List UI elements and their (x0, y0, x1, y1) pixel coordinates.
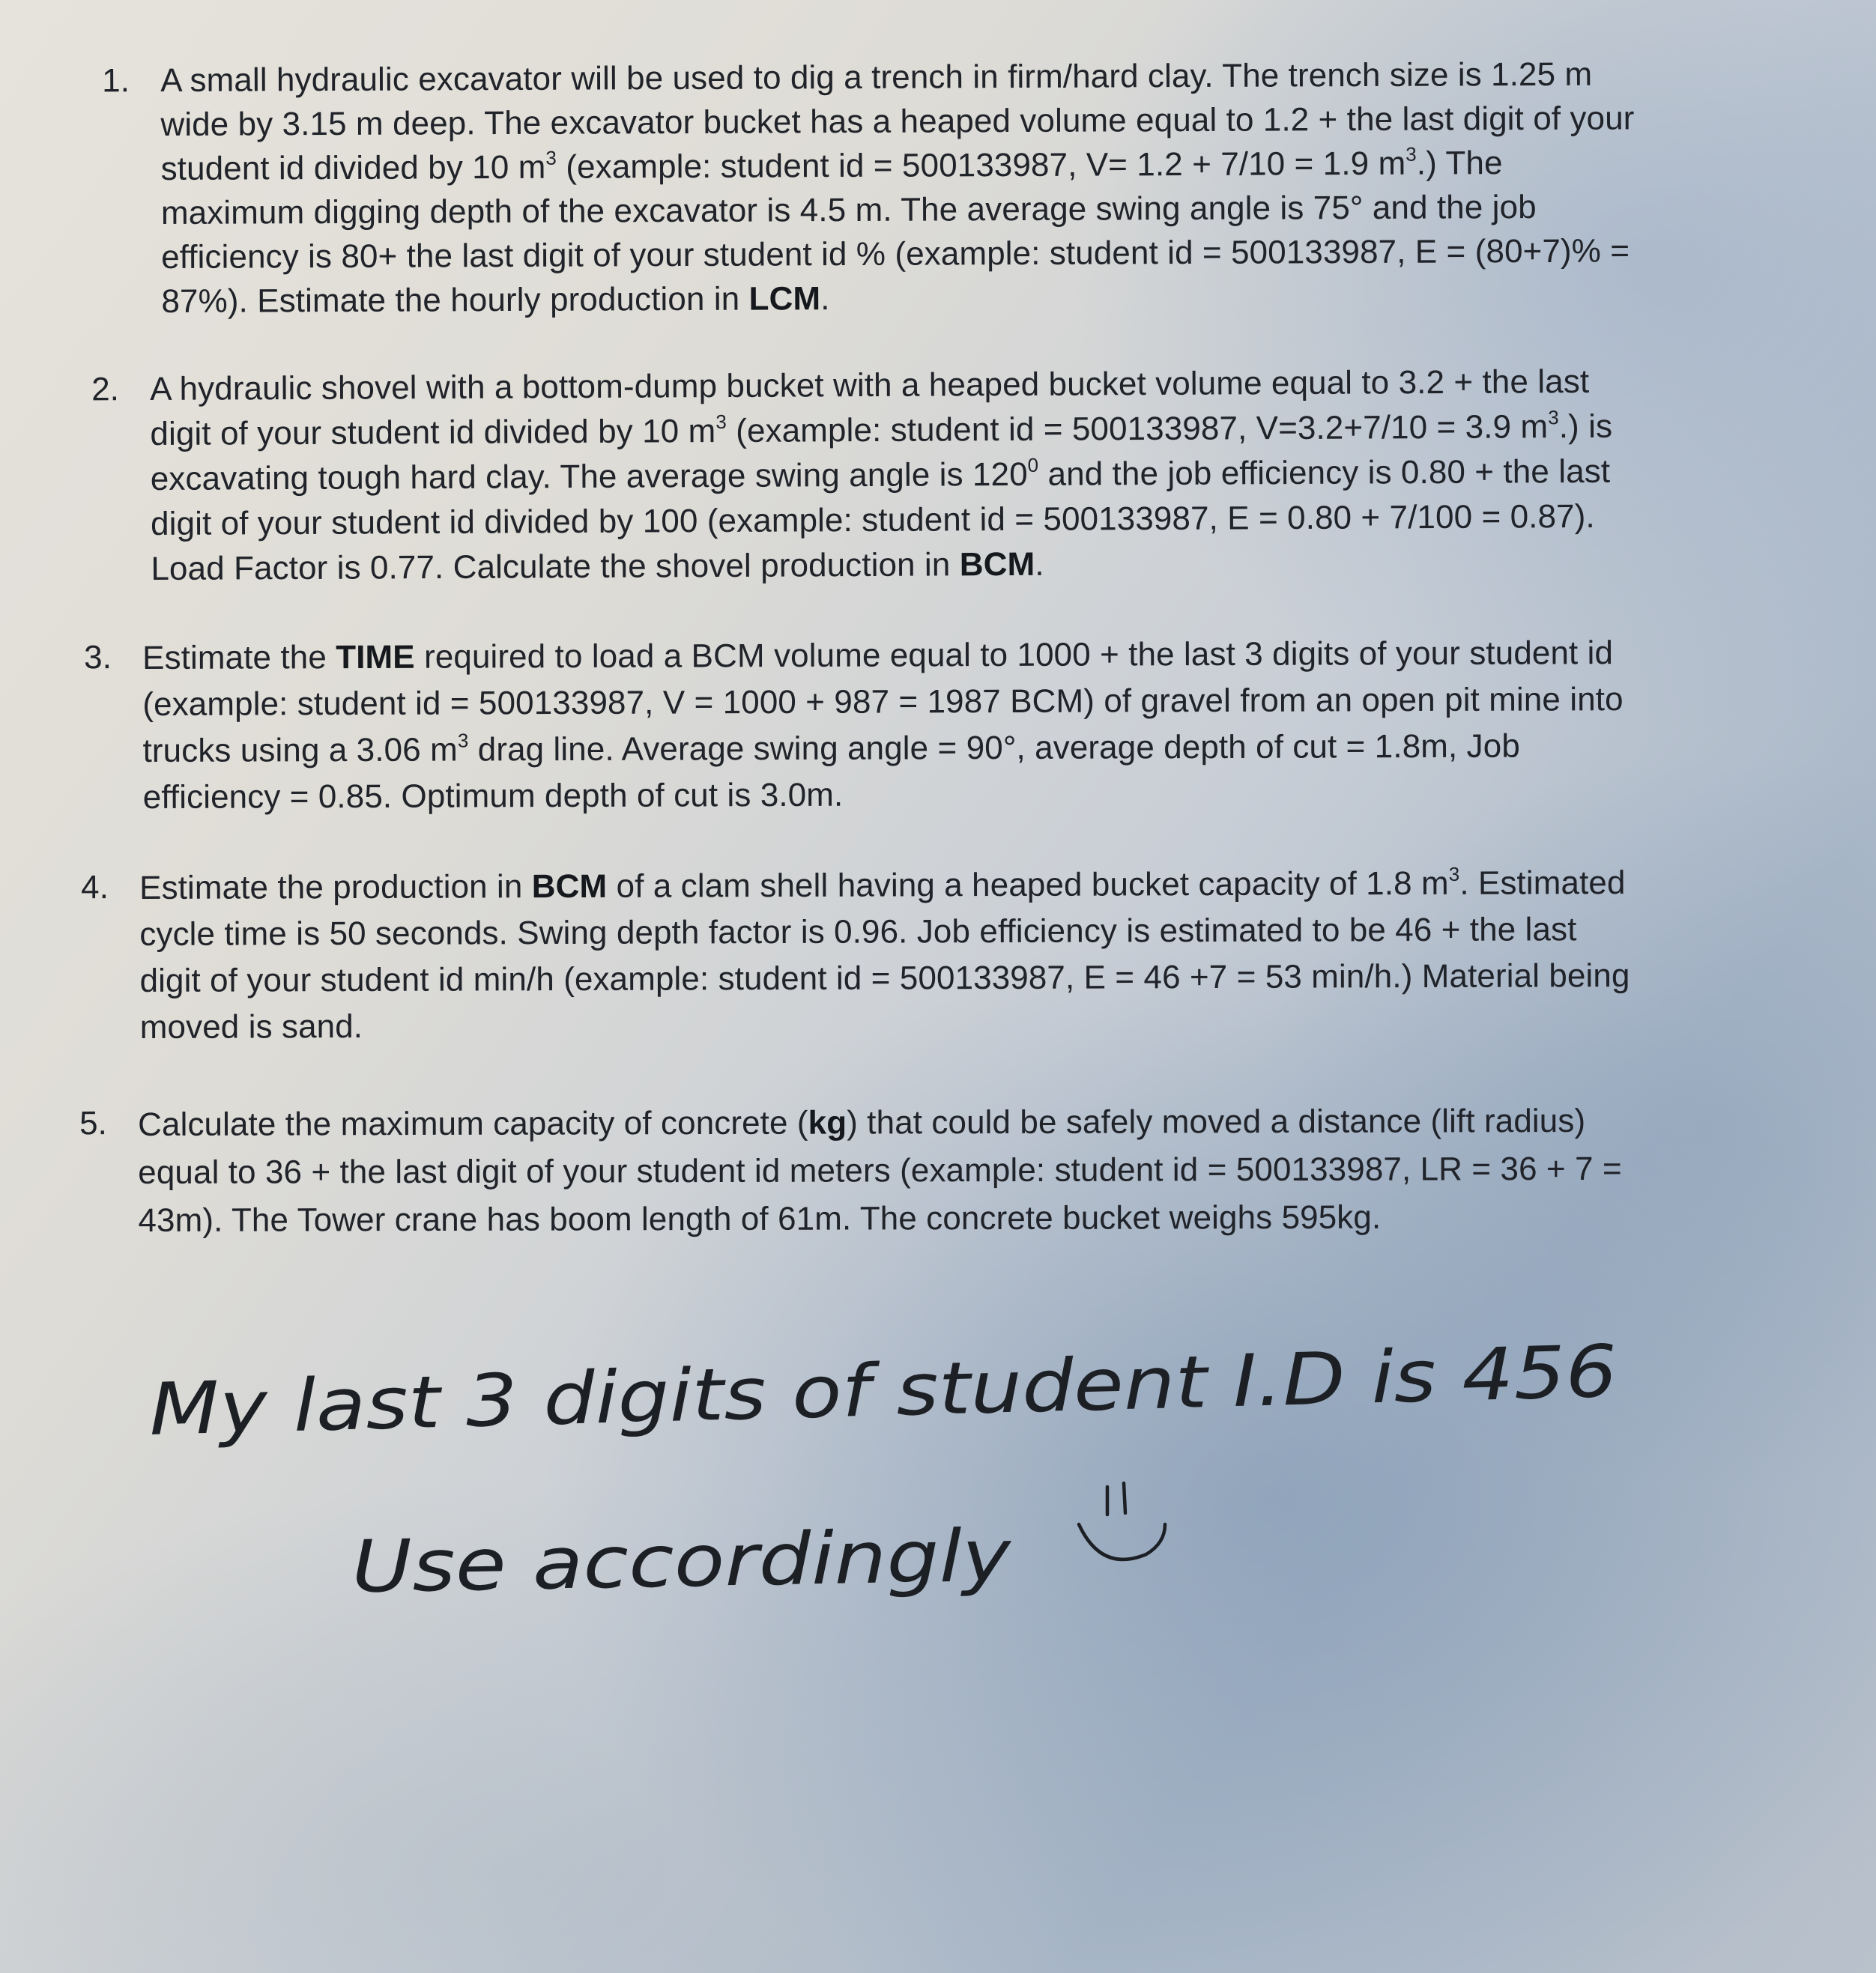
bold-term: TIME (336, 638, 415, 676)
superscript: 3 (457, 729, 469, 752)
text-run: (example: student id = 500133987, V = 1000 + 987 = 1987 BCM) of gravel from an open pit mine into (142, 681, 1624, 723)
handwritten-line-2: Use accordingly (351, 1515, 926, 1609)
bold-term: LCM (748, 280, 821, 318)
text-run: digit of your student id divided by 100 (example: student id = 500133987, E = 0.80 + 7/100 = 0.87). (150, 497, 1595, 542)
text-run: ) that could be safely moved a distance (lift radius) (847, 1102, 1586, 1142)
text-run: Estimate the production in (139, 868, 532, 906)
question-number: 5. (79, 1105, 108, 1142)
text-run: maximum digging depth of the excavator is 4.5 m. The average swing angle is 75° and the job (160, 188, 1537, 231)
text-run: trucks using a 3.06 m (142, 731, 458, 769)
question-number: 2. (91, 371, 120, 408)
text-run: A hydraulic shovel with a bottom-dump bucket with a heaped bucket volume equal to 3.2 + the last (150, 363, 1590, 407)
smiley-face-icon (1079, 1483, 1165, 1560)
superscript: 3 (715, 410, 727, 434)
text-run: efficiency = 0.85. Optimum depth of cut is 3.0m. (142, 776, 844, 816)
text-run: excavating tough hard clay. The average swing angle is 120 (150, 455, 1028, 497)
question-number: 3. (84, 639, 112, 676)
superscript: 3 (545, 146, 557, 169)
superscript: 3 (1548, 406, 1559, 429)
text-run: 43m). The Tower crane has boom length of 61m. The concrete bucket weighs 595kg. (138, 1198, 1382, 1239)
text-run: Calculate the maximum capacity of concrete ( (138, 1104, 808, 1143)
text-run: equal to 36 + the last digit of your student id meters (example: student id = 500133987, LR = 36 + 7 = (138, 1150, 1622, 1191)
text-run: moved is sand. (139, 1007, 363, 1046)
bold-term: kg (808, 1104, 847, 1142)
text-run: . (820, 280, 830, 318)
text-run: wide by 3.15 m deep. The excavator bucket has a heaped volume equal to 1.2 + the last digit of your (160, 100, 1635, 143)
superscript: 0 (1027, 453, 1039, 476)
text-run: .) The (1416, 145, 1503, 182)
text-run: A small hydraulic excavator will be used to dig a trench in firm/hard clay. The trench size is 1.25 m (160, 55, 1593, 99)
bold-term: BCM (959, 545, 1035, 584)
text-run: .) is (1558, 407, 1613, 446)
text-run: (example: student id = 500133987, V= 1.2 + 7/10 = 1.9 m (556, 145, 1406, 186)
text-run: (example: student id = 500133987, V=3.2+7/10 = 3.9 m (726, 408, 1549, 449)
text-run: . (1035, 545, 1044, 583)
text-run: . Estimated (1459, 864, 1626, 902)
text-run: digit of your student id min/h (example: student id = 500133987, E = 46 +7 = 53 min/h.) Material being (139, 957, 1630, 999)
text-run: Estimate the (142, 639, 336, 676)
text-run: and the job efficiency is 0.80 + the last (1038, 452, 1611, 493)
text-run: 87%). Estimate the hourly production in (161, 280, 749, 320)
text-run: of a clam shell having a heaped bucket capacity of 1.8 m (607, 864, 1449, 905)
handwritten-line-1: My last 3 digits of student I.D is 456 (148, 1333, 1449, 1452)
bold-term: BCM (531, 867, 608, 906)
text-run: cycle time is 50 seconds. Swing depth factor is 0.96. Job efficiency is estimated to be 46 + the last (139, 911, 1577, 953)
question-number: 1. (102, 62, 130, 100)
superscript: 3 (1448, 862, 1460, 885)
text-run: efficiency is 80+ the last digit of your student id % (example: student id = 500133987, E = (80+7)% = (161, 232, 1630, 276)
text-run: Load Factor is 0.77. Calculate the shovel production in (151, 546, 960, 587)
text-run: student id divided by 10 m (160, 148, 546, 187)
question-number: 4. (81, 869, 109, 906)
text-run: drag line. Average swing angle = 90°, average depth of cut = 1.8m, Job (468, 727, 1520, 769)
text-run: required to load a BCM volume equal to 1000 + the last 3 digits of your student id (414, 634, 1614, 676)
text-run: digit of your student id divided by 10 m (150, 413, 716, 452)
superscript: 3 (1406, 142, 1417, 166)
